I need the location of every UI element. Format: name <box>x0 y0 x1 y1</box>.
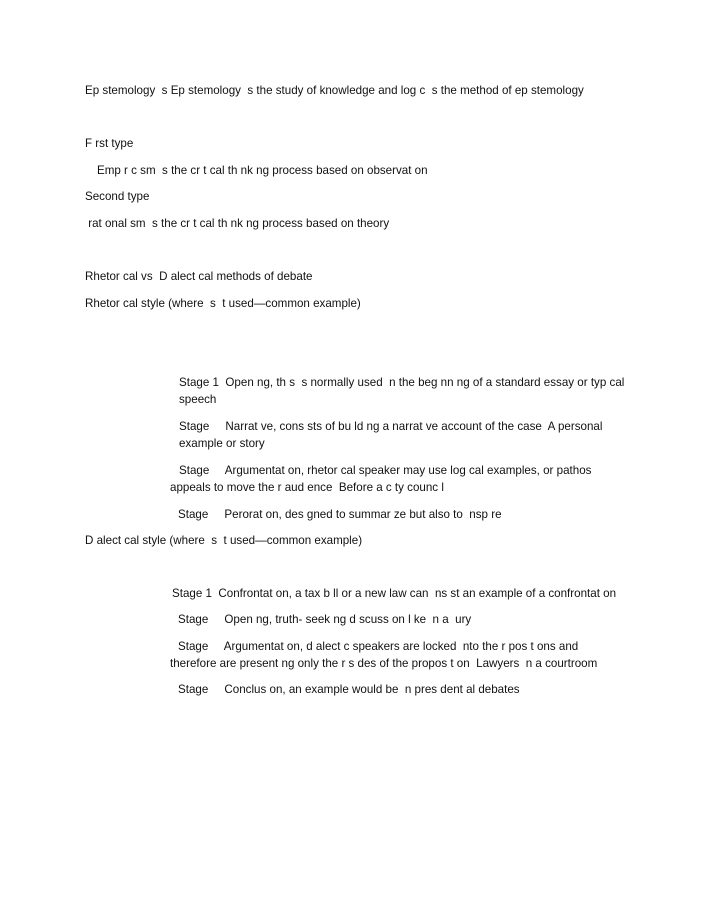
intro-paragraph: Ep stemology s Ep stemology s the study of knowledge and log c s the method of ep stemology <box>85 84 584 97</box>
second-type-text: rat onal sm s the cr t cal th nk ng process based on theory <box>85 217 390 230</box>
first-type-text: Emp r c sm s the cr t cal th nk ng process based on observat on <box>97 164 428 177</box>
dialectical-stage-3-line-2: therefore are present ng only the r s des of the propos t on Lawyers n a courtroom <box>170 657 598 670</box>
rhetorical-stage-2-line-1: Stage Narrat ve, cons sts of bu ld ng a narrat ve account of the case A personal <box>179 420 603 433</box>
dialectical-heading: D alect cal style (where s t used—common example) <box>85 534 363 547</box>
rhetorical-stage-4-line-1: Stage Perorat on, des gned to summar ze but also to nsp re <box>178 508 502 521</box>
dialectical-stage-3-line-1: Stage Argumentat on, d alect c speakers are locked nto the r pos t ons and <box>178 640 579 653</box>
rhetorical-stage-1-line-1: Stage 1 Open ng, th s s normally used n the beg nn ng of a standard essay or typ cal <box>179 376 625 389</box>
second-type-heading: Second type <box>85 190 150 203</box>
dialectical-stage-2-line-1: Stage Open ng, truth- seek ng d scuss on l ke n a ury <box>178 613 472 626</box>
rhetorical-stage-1-line-2: speech <box>179 393 217 406</box>
dialectical-stage-1-line-1: Stage 1 Confrontat on, a tax b ll or a new law can ns st an example of a confrontat on <box>172 587 617 600</box>
rhetorical-stage-3-line-1: Stage Argumentat on, rhetor cal speaker may use log cal examples, or pathos <box>179 464 592 477</box>
rhetorical-heading: Rhetor cal style (where s t used—common example) <box>85 297 361 310</box>
comparison-heading: Rhetor cal vs D alect cal methods of debate <box>85 270 313 283</box>
rhetorical-stage-2-line-2: example or story <box>179 437 265 450</box>
dialectical-stage-4-line-1: Stage Conclus on, an example would be n pres dent al debates <box>178 683 520 696</box>
rhetorical-stage-3-line-2: appeals to move the r aud ence Before a c ty counc l <box>170 481 444 494</box>
first-type-heading: F rst type <box>85 137 134 150</box>
